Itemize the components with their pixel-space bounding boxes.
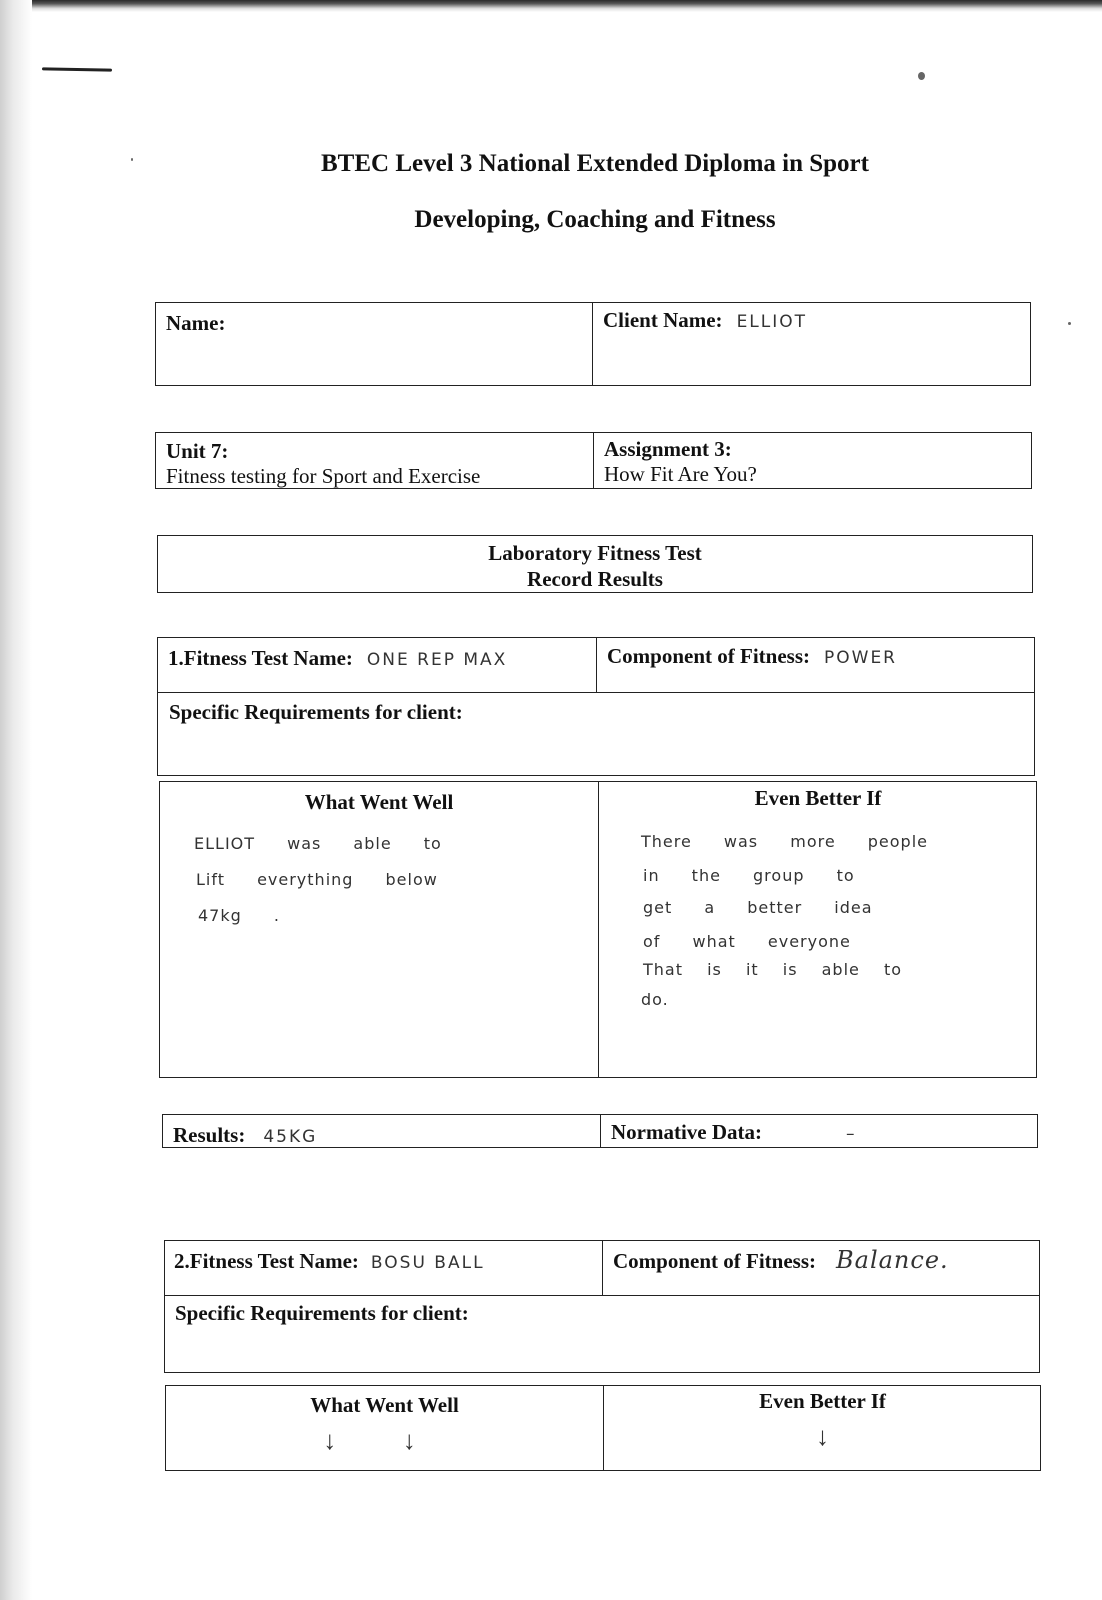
test1-www-line: ELLIOT was able to (194, 834, 442, 853)
test1-name-value: ONE REP MAX (366, 650, 508, 670)
test2-www-label: What Went Well (310, 1393, 459, 1417)
test1-component-value: POWER (824, 648, 897, 668)
test1-normative-label: Normative Data: (611, 1120, 763, 1144)
client-name-label: Client Name: (603, 308, 723, 332)
test1-www-line: Lift everything below (196, 870, 438, 889)
test2-component-label: Component of Fitness: (613, 1249, 816, 1273)
section-heading-box (157, 535, 1033, 593)
assignment-label: Assignment 3: (604, 437, 732, 461)
section-title: Laboratory Fitness Test (488, 541, 702, 565)
test2-ebi-label: Even Better If (759, 1389, 886, 1413)
unit-label: Unit 7: (166, 439, 229, 463)
page-subtitle: Developing, Coaching and Fitness (414, 206, 776, 233)
name-client-box (155, 302, 1031, 386)
test1-ebi-line: do. (641, 990, 669, 1009)
scan-edge-top (0, 0, 1102, 12)
test2-www-marks: ↓ ↓ (323, 1426, 446, 1455)
test2-component-value: Balance. (836, 1246, 949, 1274)
section-subtitle: Record Results (527, 567, 663, 591)
test2-ebi-marks: ↓ (816, 1422, 829, 1451)
scan-edge-left (0, 0, 32, 1600)
test1-name-label: 1.Fitness Test Name: (168, 646, 353, 670)
test1-ebi-line: That is it is able to (643, 960, 903, 979)
client-name-value: ELLIOT (736, 312, 808, 332)
test1-requirements-label: Specific Requirements for client: (169, 700, 463, 724)
test1-header-box (157, 637, 1035, 776)
test1-ebi-line: of what everyone (643, 932, 851, 951)
test1-results-box (162, 1114, 1038, 1148)
test1-www-label: What Went Well (304, 790, 454, 814)
test1-component-label: Component of Fitness: (607, 644, 810, 668)
test2-requirements-label: Specific Requirements for client: (175, 1301, 469, 1325)
scan-pen-mark (42, 67, 112, 71)
test1-results-value: 45KG (263, 1127, 318, 1147)
test1-www-line: 47kg . (198, 906, 280, 925)
scan-speck (918, 72, 925, 80)
test1-feedback-box (159, 781, 1037, 1078)
test2-header-box (164, 1240, 1040, 1373)
test2-name-value: BOSU BALL (370, 1253, 485, 1273)
test1-ebi-line: in the group to (643, 866, 855, 885)
assignment-title: How Fit Are You? (604, 462, 757, 486)
test1-results-label: Results: (173, 1123, 246, 1147)
test2-name-label: 2.Fitness Test Name: (174, 1249, 359, 1273)
test1-ebi-label: Even Better If (754, 786, 882, 810)
test1-normative-value: – (846, 1124, 857, 1144)
test1-ebi-line: There was more people (641, 832, 928, 851)
unit-assignment-box (155, 432, 1032, 489)
test1-ebi-line: get a better idea (643, 898, 873, 917)
test2-feedback-box (165, 1385, 1041, 1471)
page-title: BTEC Level 3 National Extended Diploma in Sport (321, 150, 869, 177)
name-label: Name: (166, 311, 226, 335)
scan-speck (1068, 322, 1071, 325)
unit-title: Fitness testing for Sport and Exercise (166, 464, 481, 488)
